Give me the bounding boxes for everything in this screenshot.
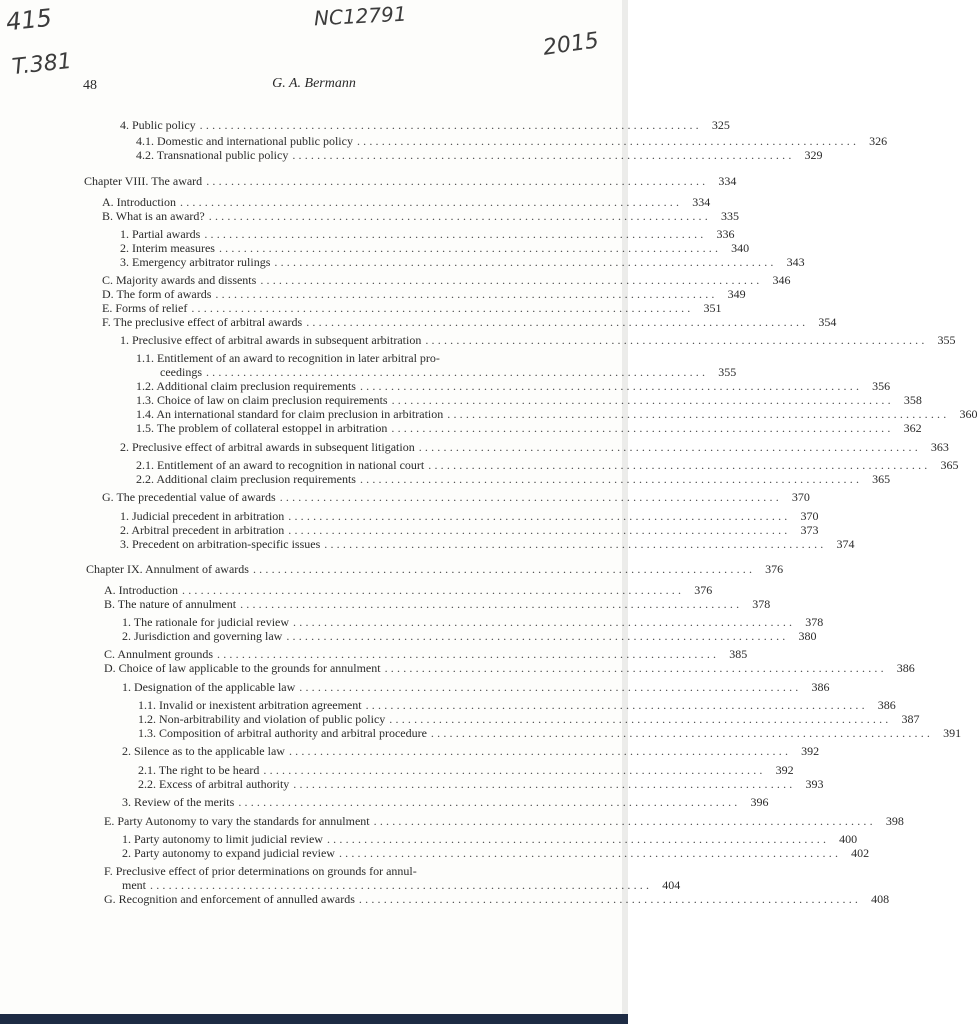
running-header-author: G. A. Bermann: [272, 76, 356, 91]
toc-entry: G. The precedential value of awards ................................................................................. 370: [102, 490, 810, 504]
toc-entry: F. The preclusive effect of arbitral awards ................................................................................. 354: [102, 315, 837, 329]
toc-entry: 2.2. Excess of arbitral authority ................................................................................. 393: [138, 777, 824, 791]
toc-entry: 3. Emergency arbitrator rulings ................................................................................. 343: [120, 255, 805, 269]
toc-entry: ment ................................................................................. 404: [122, 878, 681, 892]
toc-entry: C. Annulment grounds ................................................................................. 385: [104, 647, 748, 661]
toc-entry: 1.2. Non-arbitrability and violation of public policy ................................................................................. 387: [138, 712, 920, 726]
toc-entry: 1. Designation of the applicable law ................................................................................. 386: [122, 680, 830, 694]
toc-entry: 2. Interim measures ................................................................................. 340: [120, 241, 750, 255]
toc-chapter-heading: Chapter VIII. The award ................................................................................. 334: [84, 174, 737, 188]
toc-entry-wrapped-line: 1.1. Entitlement of an award to recognition in later arbitral pro-: [136, 351, 440, 365]
toc-entry: 2. Arbitral precedent in arbitration ................................................................................. 373: [120, 523, 819, 537]
toc-entry: 1. Partial awards ................................................................................. 336: [120, 227, 735, 241]
toc-entry: 1.1. Invalid or inexistent arbitration agreement ................................................................................. 386: [138, 698, 896, 712]
toc-entry: 4. Public policy ................................................................................. 325: [120, 118, 730, 132]
toc-entry: B. The nature of annulment ................................................................................. 378: [104, 597, 771, 611]
scanner-bed-edge: [0, 1014, 628, 1024]
toc-entry: D. The form of awards ................................................................................. 349: [102, 287, 746, 301]
toc-entry: 2.2. Additional claim preclusion requirements ................................................................................. 365: [136, 472, 891, 486]
toc-entry: 1.2. Additional claim preclusion requirements ................................................................................. 356: [136, 379, 891, 393]
handwritten-stamp-code: NC12791: [313, 1, 408, 31]
toc-entry: 4.2. Transnational public policy ................................................................................. 329: [136, 148, 823, 162]
toc-entry: ceedings ................................................................................. 355: [160, 365, 737, 379]
toc-entry: 2. Jurisdiction and governing law ................................................................................. 380: [122, 629, 817, 643]
toc-entry: D. Choice of law applicable to the grounds for annulment ................................................................................. 386: [104, 661, 915, 675]
toc-entry: G. Recognition and enforcement of annulled awards ................................................................................. 408: [104, 892, 890, 906]
toc-entry: 3. Precedent on arbitration-specific issues ................................................................................. 374: [120, 537, 855, 551]
toc-entry: 2.1. The right to be heard ................................................................................. 392: [138, 763, 794, 777]
toc-entry: A. Introduction ................................................................................. 334: [102, 195, 711, 209]
toc-entry: 2.1. Entitlement of an award to recognition in national court ................................................................................. 365: [136, 458, 959, 472]
toc-entry: E. Party Autonomy to vary the standards for annulment ................................................................................. 398: [104, 814, 904, 828]
toc-entry: A. Introduction ................................................................................. 376: [104, 583, 713, 597]
toc-entry: 1. Preclusive effect of arbitral awards in subsequent arbitration ................................................................................. 355: [120, 333, 956, 347]
toc-entry: 1. Judicial precedent in arbitration ................................................................................. 370: [120, 509, 819, 523]
toc-entry: 1. Party autonomy to limit judicial review ................................................................................. 400: [122, 832, 858, 846]
toc-entry: C. Majority awards and dissents ................................................................................. 346: [102, 273, 791, 287]
handwritten-call-number: T.381: [10, 48, 73, 81]
handwritten-year: 2015: [541, 28, 601, 61]
toc-entry: E. Forms of relief ................................................................................. 351: [102, 301, 722, 315]
toc-entry: B. What is an award? ................................................................................. 335: [102, 209, 739, 223]
toc-entry: 1.3. Composition of arbitral authority and arbitral procedure ................................................................................. 391: [138, 726, 962, 740]
handwritten-number: 415: [4, 3, 54, 37]
toc-entry: 1.3. Choice of law on claim preclusion requirements ................................................................................. 358: [136, 393, 922, 407]
toc-entry: 4.1. Domestic and international public policy ................................................................................. 326: [136, 134, 888, 148]
toc-entry-wrapped-line: F. Preclusive effect of prior determinations on grounds for annul-: [104, 864, 417, 878]
toc-entry: 2. Silence as to the applicable law ................................................................................. 392: [122, 744, 820, 758]
toc-entry: 3. Review of the merits ................................................................................. 396: [122, 795, 769, 809]
toc-entry: 2. Party autonomy to expand judicial review ................................................................................. 402: [122, 846, 870, 860]
toc-entry: 1.5. The problem of collateral estoppel in arbitration ................................................................................. 362: [136, 421, 922, 435]
page-number: 48: [83, 78, 97, 93]
toc-entry: 2. Preclusive effect of arbitral awards in subsequent litigation ................................................................................. 363: [120, 440, 949, 454]
toc-entry: 1.4. An international standard for claim preclusion in arbitration ................................................................................. 360: [136, 407, 977, 421]
toc-chapter-heading: Chapter IX. Annulment of awards ................................................................................. 376: [86, 562, 784, 576]
toc-entry: 1. The rationale for judicial review ................................................................................. 378: [122, 615, 824, 629]
